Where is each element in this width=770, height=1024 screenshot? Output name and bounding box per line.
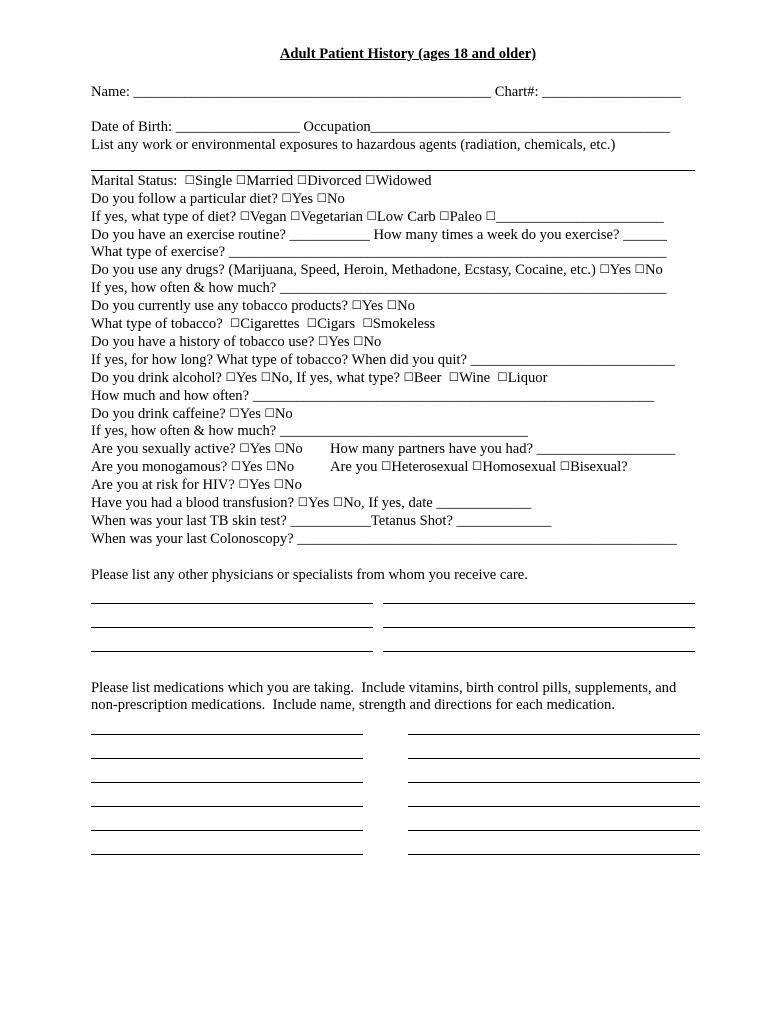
- checkbox-icon[interactable]: ☐: [439, 209, 450, 223]
- medication-line[interactable]: [91, 734, 363, 735]
- checkbox-icon[interactable]: ☐: [281, 191, 292, 205]
- checkbox-icon[interactable]: ☐: [634, 262, 645, 276]
- exposure-answer-line[interactable]: [91, 170, 695, 171]
- checkbox-icon[interactable]: ☐: [559, 459, 571, 473]
- checkbox-icon[interactable]: ☐: [332, 495, 344, 509]
- medication-line[interactable]: [408, 782, 700, 783]
- tobacco-quit-line[interactable]: If yes, for how long? What type of tobacco? When did you quit? ____________________________: [91, 352, 675, 368]
- checkbox-icon[interactable]: ☐: [366, 209, 377, 223]
- checkbox-icon[interactable]: ☐: [290, 209, 301, 223]
- caffeine-frequency-line[interactable]: If yes, how often & how much? __________________________________: [91, 423, 528, 439]
- medications-prompt-line-1: Please list medications which you are taking. Include vitamins, birth control pills, supplements, and: [91, 680, 677, 696]
- checkbox-icon[interactable]: ☐: [403, 370, 414, 384]
- tobacco-type-line[interactable]: What type of tobacco? ☐Cigarettes ☐Cigars ☐Smokeless: [91, 316, 436, 332]
- checkbox-icon[interactable]: ☐: [184, 173, 195, 187]
- form-title: Adult Patient History (ages 18 and older): [279, 46, 537, 62]
- physician-line[interactable]: [383, 603, 695, 604]
- tobacco-line[interactable]: Do you currently use any tobacco products? ☐Yes ☐No: [91, 298, 415, 314]
- colonoscopy-line[interactable]: When was your last Colonoscopy? ____________________________________________________: [91, 531, 677, 547]
- checkbox-icon[interactable]: ☐: [229, 406, 240, 420]
- checkbox-icon[interactable]: ☐: [238, 477, 249, 491]
- drugs-line[interactable]: Do you use any drugs? (Marijuana, Speed, Heroin, Methadone, Ecstasy, Cocaine, etc.) ☐Yes ☐No: [91, 262, 663, 278]
- checkbox-icon[interactable]: ☐: [273, 477, 285, 491]
- checkbox-icon[interactable]: ☐: [260, 370, 272, 384]
- checkbox-icon[interactable]: ☐: [497, 370, 508, 384]
- alcohol-line[interactable]: Do you drink alcohol? ☐Yes ☐No, If yes, what type? ☐Beer ☐Wine ☐Liquor: [91, 370, 548, 386]
- transfusion-line[interactable]: Have you had a blood transfusion? ☐Yes ☐No, If yes, date _____________: [91, 495, 532, 511]
- checkbox-icon[interactable]: ☐: [296, 173, 308, 187]
- medication-line[interactable]: [91, 758, 363, 759]
- medication-line[interactable]: [408, 830, 700, 831]
- checkbox-icon[interactable]: ☐: [381, 459, 392, 473]
- checkbox-icon[interactable]: ☐: [386, 298, 398, 312]
- checkbox-icon[interactable]: ☐: [235, 173, 247, 187]
- tb-tetanus-line[interactable]: When was your last TB skin test? ___________Tetanus Shot? _____________: [91, 513, 552, 529]
- checkbox-icon[interactable]: ☐: [362, 316, 373, 330]
- drugs-frequency-line[interactable]: If yes, how often & how much? _____________________________________________________: [91, 280, 667, 296]
- medications-prompt-line-2: non-prescription medications. Include name, strength and directions for each medication.: [91, 697, 615, 713]
- medication-line[interactable]: [408, 734, 700, 735]
- checkbox-icon[interactable]: ☐: [472, 459, 483, 473]
- checkbox-icon[interactable]: ☐: [351, 298, 362, 312]
- diet-type-line[interactable]: If yes, what type of diet? ☐Vegan ☐Vegetarian ☐Low Carb ☐Paleo ☐_______________________: [91, 209, 664, 225]
- exercise-type-line[interactable]: What type of exercise? ____________________________________________________________: [91, 244, 667, 260]
- checkbox-icon[interactable]: ☐: [266, 459, 277, 473]
- checkbox-icon[interactable]: ☐: [274, 441, 285, 455]
- physician-line[interactable]: [383, 627, 695, 628]
- physician-line[interactable]: [383, 651, 695, 652]
- partners-line[interactable]: How many partners have you had? ___________________: [330, 441, 676, 457]
- medication-line[interactable]: [91, 806, 363, 807]
- name-chart-line[interactable]: Name: _________________________________________________ Chart#: ___________________: [91, 84, 681, 100]
- checkbox-icon[interactable]: ☐: [230, 459, 242, 473]
- checkbox-icon[interactable]: ☐: [306, 316, 318, 330]
- dob-occupation-line[interactable]: Date of Birth: _________________ Occupation_________________________________________: [91, 119, 670, 135]
- physicians-prompt: Please list any other physicians or specialists from whom you receive care.: [91, 567, 528, 583]
- physician-line[interactable]: [91, 603, 373, 604]
- alcohol-frequency-line[interactable]: How much and how often? _______________________________________________________: [91, 388, 655, 404]
- exposure-question: List any work or environmental exposures to hazardous agents (radiation, chemicals, etc.): [91, 137, 616, 153]
- exercise-line[interactable]: Do you have an exercise routine? ___________ How many times a week do you exercise? ______: [91, 227, 667, 243]
- checkbox-icon[interactable]: ☐: [239, 441, 250, 455]
- tobacco-history-line[interactable]: Do you have a history of tobacco use? ☐Yes ☐No: [91, 334, 382, 350]
- monogamous-line[interactable]: Are you monogamous? ☐Yes ☐No: [91, 459, 295, 475]
- physician-line[interactable]: [91, 651, 373, 652]
- orientation-line[interactable]: Are you ☐Heterosexual ☐Homosexual ☐Bisexual?: [330, 459, 628, 475]
- diet-line[interactable]: Do you follow a particular diet? ☐Yes ☐No: [91, 191, 345, 207]
- physician-line[interactable]: [91, 627, 373, 628]
- caffeine-line[interactable]: Do you drink caffeine? ☐Yes ☐No: [91, 406, 293, 422]
- checkbox-icon[interactable]: ☐: [316, 191, 327, 205]
- medication-line[interactable]: [91, 854, 363, 855]
- checkbox-icon[interactable]: ☐: [225, 370, 236, 384]
- medication-line[interactable]: [408, 758, 700, 759]
- medication-line[interactable]: [408, 854, 700, 855]
- checkbox-icon[interactable]: ☐: [239, 209, 251, 223]
- checkbox-icon[interactable]: ☐: [353, 334, 364, 348]
- checkbox-icon[interactable]: ☐: [599, 262, 610, 276]
- checkbox-icon[interactable]: ☐: [297, 495, 309, 509]
- sexually-active-line[interactable]: Are you sexually active? ☐Yes ☐No: [91, 441, 303, 457]
- medication-line[interactable]: [408, 806, 700, 807]
- checkbox-icon[interactable]: ☐: [365, 173, 376, 187]
- checkbox-icon[interactable]: ☐: [485, 209, 496, 223]
- checkbox-icon[interactable]: ☐: [317, 334, 329, 348]
- medication-line[interactable]: [91, 830, 363, 831]
- medication-line[interactable]: [91, 782, 363, 783]
- checkbox-icon[interactable]: ☐: [229, 316, 241, 330]
- marital-status-line[interactable]: Marital Status: ☐Single ☐Married ☐Divorced ☐Widowed: [91, 173, 432, 189]
- checkbox-icon[interactable]: ☐: [264, 406, 275, 420]
- hiv-risk-line[interactable]: Are you at risk for HIV? ☐Yes ☐No: [91, 477, 302, 493]
- checkbox-icon[interactable]: ☐: [448, 370, 460, 384]
